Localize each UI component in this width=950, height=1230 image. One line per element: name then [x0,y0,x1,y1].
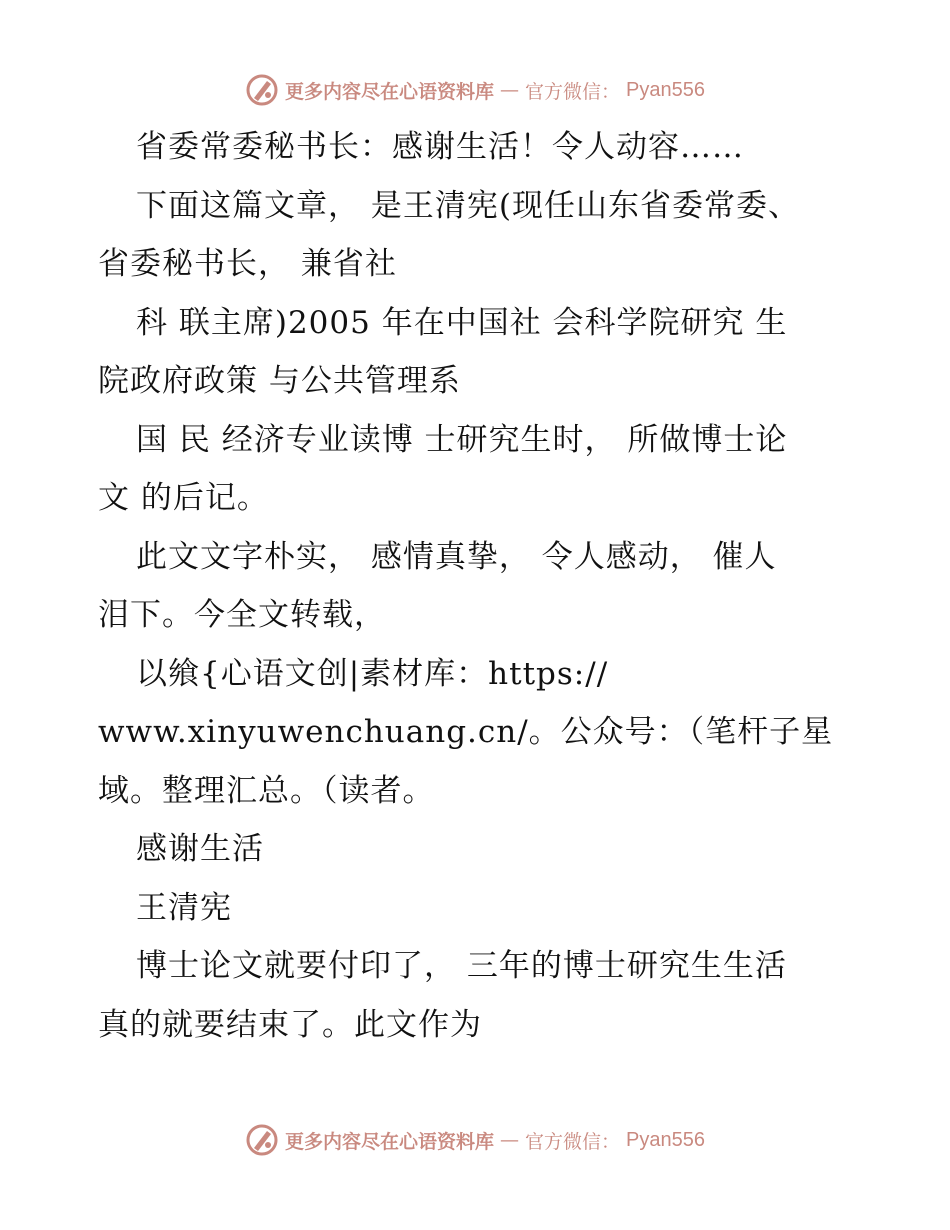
doc-line: 泪下。今全文转载， [98,597,386,633]
doc-line: 博士论文就要付印了， 三年的博士研究生生活 [136,948,787,984]
doc-line: 此文文字朴实， 感情真挚， 令人感动， 催人 [136,538,777,575]
doc-line: www.xinyuwenchuang.cn/。公众号：（笔杆子星 [98,714,834,750]
doc-line: 国 民 经济专业读博 士研究生时， 所做博士论 [136,421,788,458]
banner-title: 更多内容尽在心语资料库 [285,1130,495,1153]
footer-banner [0,1120,950,1160]
doc-line: 真的就要结束了。此文作为 [98,1006,482,1043]
banner-wechat-id: Pyan556 [626,1128,705,1151]
banner-dash: — [500,1129,520,1151]
banner-wechat-id: Pyan556 [626,78,705,101]
doc-line: 文 的后记。 [98,480,269,516]
doc-line: 院政府政策 与公共管理系 [98,363,461,399]
doc-line: 以飨{心语文创|素材库：https:// [136,655,609,692]
document-body [98,118,858,1054]
doc-line: 省委常委秘书长：感谢生活！令人动容…… [136,129,744,165]
banner-dash: — [500,79,520,101]
doc-line: 下面这篇文章， 是王清宪(现任山东省委常委、 [136,187,800,224]
banner-subtitle: 官方微信： [525,80,621,103]
doc-line: 省委秘书长， 兼省社 [98,246,397,282]
doc-line: 科 联主席)2005 年在中国社 会科学院研究 生 [136,304,788,341]
banner-subtitle: 官方微信： [525,1130,621,1153]
doc-line: 域。整理汇总。（读者。 [98,772,435,809]
banner-title: 更多内容尽在心语资料库 [285,80,495,103]
pen-logo-icon [245,1123,279,1157]
doc-line: 感谢生活 [136,831,264,867]
pen-logo-icon [245,73,279,107]
doc-line: 王清宪 [136,889,232,926]
header-banner [0,70,950,110]
